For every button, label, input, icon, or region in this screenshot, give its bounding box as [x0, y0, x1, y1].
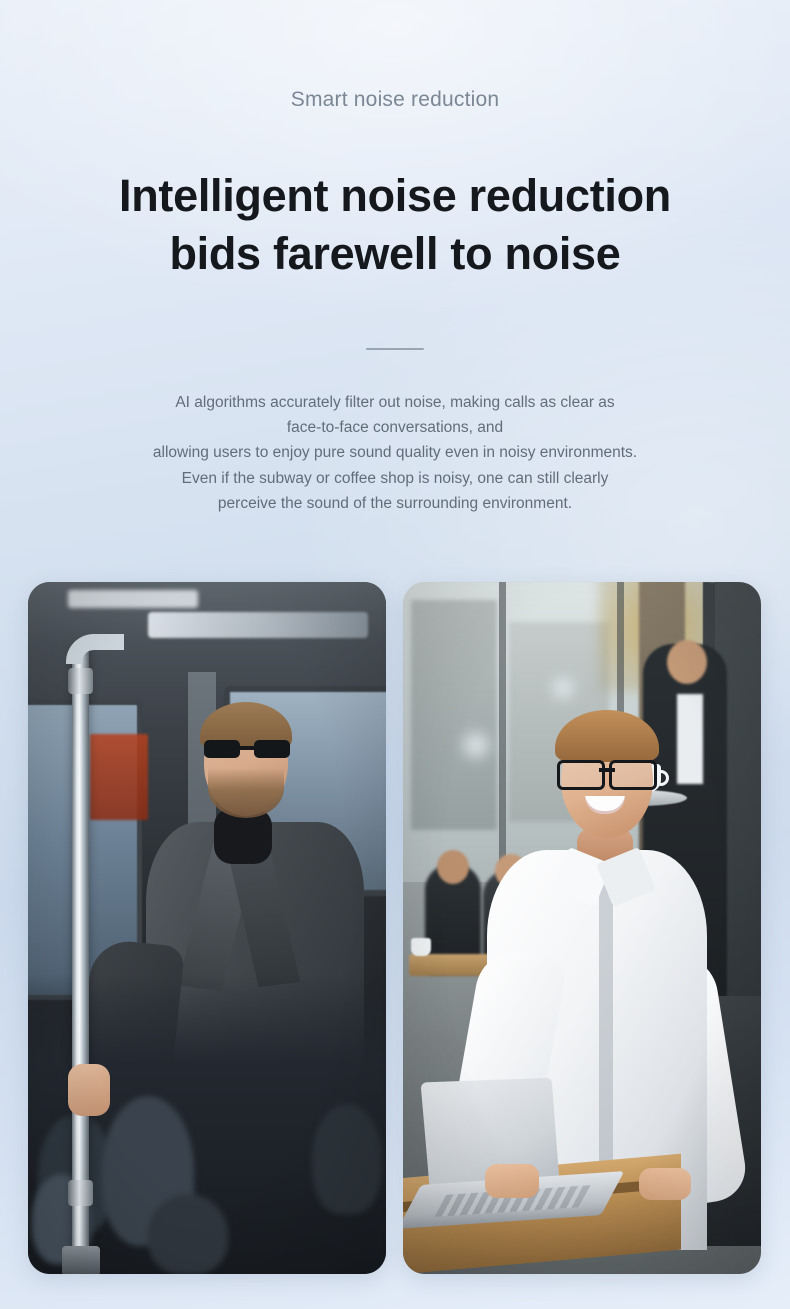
description-line-2: face-to-face conversations, and [286, 419, 504, 437]
bokeh-light [553, 678, 573, 698]
eyeglasses-icon [557, 760, 657, 786]
photo-card-cafe [403, 582, 761, 1274]
page-title [0, 167, 790, 282]
subway-man-hand [68, 1064, 110, 1116]
description-line-1: AI algorithms accurately filter out noise, making calls as clear as [175, 394, 615, 412]
crowd-figure [312, 1104, 382, 1214]
photo-cafe [403, 582, 761, 1274]
cafe-man-hand-right [639, 1168, 691, 1200]
cafe-waiter-head [667, 640, 707, 684]
subway-pole-joint [68, 668, 93, 694]
subway-pole-joint [68, 1180, 93, 1206]
headline-line-1: Intelligent noise reduction [119, 170, 671, 221]
cafe-man-shirt-placket [599, 868, 613, 1168]
cafe-outdoor-building [411, 600, 497, 830]
photo-subway [28, 582, 386, 1274]
coffee-cup-icon [411, 938, 431, 956]
photo-card-subway [28, 582, 386, 1274]
description-line-3: allowing users to enjoy pure sound quality even in noisy environments. [152, 444, 638, 462]
cafe-waiter-shirt [677, 694, 703, 784]
bokeh-light [463, 732, 489, 758]
sunglasses-icon [204, 740, 290, 760]
headline-line-2: bids farewell to noise [169, 227, 621, 279]
description-text [0, 390, 790, 516]
eyeglasses-bridge [599, 768, 615, 772]
eyebrow-label: Smart noise reduction [290, 88, 500, 111]
divider-wrapper [0, 348, 790, 350]
crowd-figure [148, 1194, 228, 1274]
section-divider [366, 348, 424, 350]
subway-poster [90, 734, 148, 820]
sunglasses-bridge [238, 746, 256, 750]
description-line-4: Even if the subway or coffee shop is noisy, one can still clearly [181, 469, 609, 487]
image-gallery [28, 582, 762, 1274]
cafe-man-hand-left [485, 1164, 539, 1198]
description-line-5: perceive the sound of the surrounding environment. [217, 494, 573, 512]
cafe-background-person-head [437, 850, 469, 884]
subway-pole-base [62, 1246, 100, 1274]
subway-ceiling-light [68, 590, 198, 608]
